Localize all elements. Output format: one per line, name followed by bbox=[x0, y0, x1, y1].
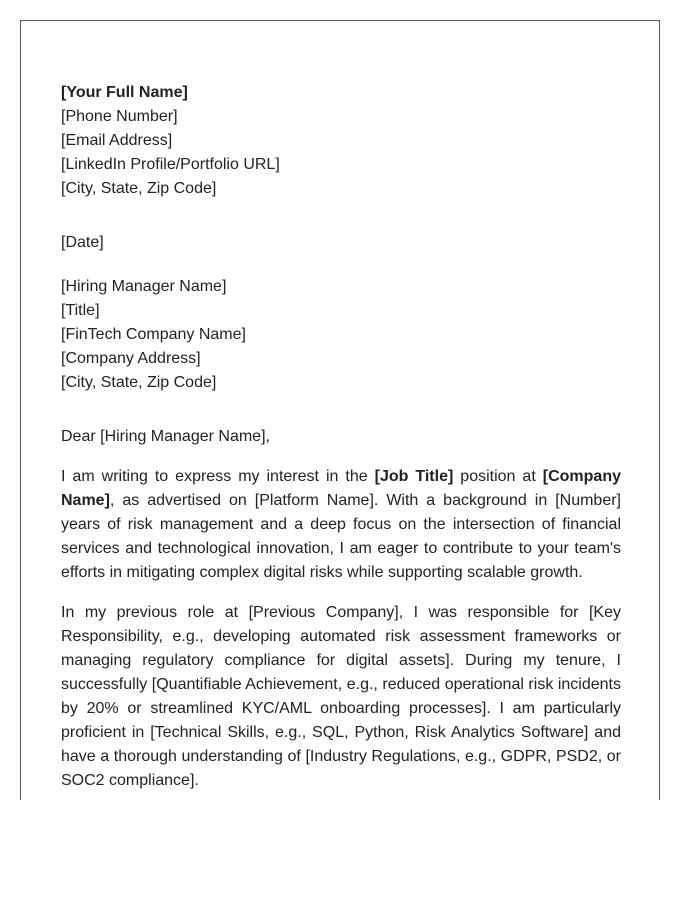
greeting-block bbox=[61, 425, 621, 449]
sender-phone: [Phone Number] bbox=[61, 108, 178, 125]
letter-content bbox=[61, 81, 621, 793]
recipient-address: [Company Address] bbox=[61, 350, 201, 367]
recipient-block bbox=[61, 275, 621, 395]
paragraph-1-text-2: position at bbox=[453, 468, 543, 485]
recipient-title: [Title] bbox=[61, 302, 100, 319]
body-paragraph-2: In my previous role at [Previous Company], I was responsible for [Key Responsibility, e.g., developing automated risk assessment frameworks or managing regulatory compliance for digital assets]. During my tenure, I successfully [Quantifiable Achievement, e.g., reduced operational risk incidents by 20% or streamlined KYC/AML onboarding processes]. I am particularly proficient in [Technical Skills, e.g., SQL, Python, Risk Analytics Software] and have a thorough understanding of [Industry Regulations, e.g., GDPR, PSD2, or SOC2 compliance]. bbox=[61, 604, 621, 789]
sender-location: [City, State, Zip Code] bbox=[61, 180, 217, 197]
job-title-placeholder: [Job Title] bbox=[374, 468, 454, 485]
recipient-company: [FinTech Company Name] bbox=[61, 326, 246, 343]
sender-block bbox=[61, 81, 621, 201]
date-block bbox=[61, 231, 621, 255]
paragraph-1-text-1: I am writing to express my interest in the bbox=[61, 468, 375, 485]
recipient-name: [Hiring Manager Name] bbox=[61, 278, 227, 295]
sender-email: [Email Address] bbox=[61, 132, 173, 149]
sender-linkedin: [LinkedIn Profile/Portfolio URL] bbox=[61, 156, 280, 173]
body-paragraph-1 bbox=[61, 465, 621, 585]
letter-page bbox=[20, 20, 660, 800]
letter-date: [Date] bbox=[61, 234, 104, 251]
company-name-placeholder: [Company Name] bbox=[61, 468, 621, 509]
sender-name: [Your Full Name] bbox=[61, 84, 188, 101]
greeting: Dear [Hiring Manager Name], bbox=[61, 428, 270, 445]
paragraph-1-text-3: , as advertised on [Platform Name]. With a background in [Number] years of risk management and a deep focus on the intersection of financial services and technological innovation, I am eager to contribute to your team's efforts in mitigating complex digital risks while supporting scalable growth. bbox=[61, 492, 621, 581]
recipient-location: [City, State, Zip Code] bbox=[61, 374, 217, 391]
